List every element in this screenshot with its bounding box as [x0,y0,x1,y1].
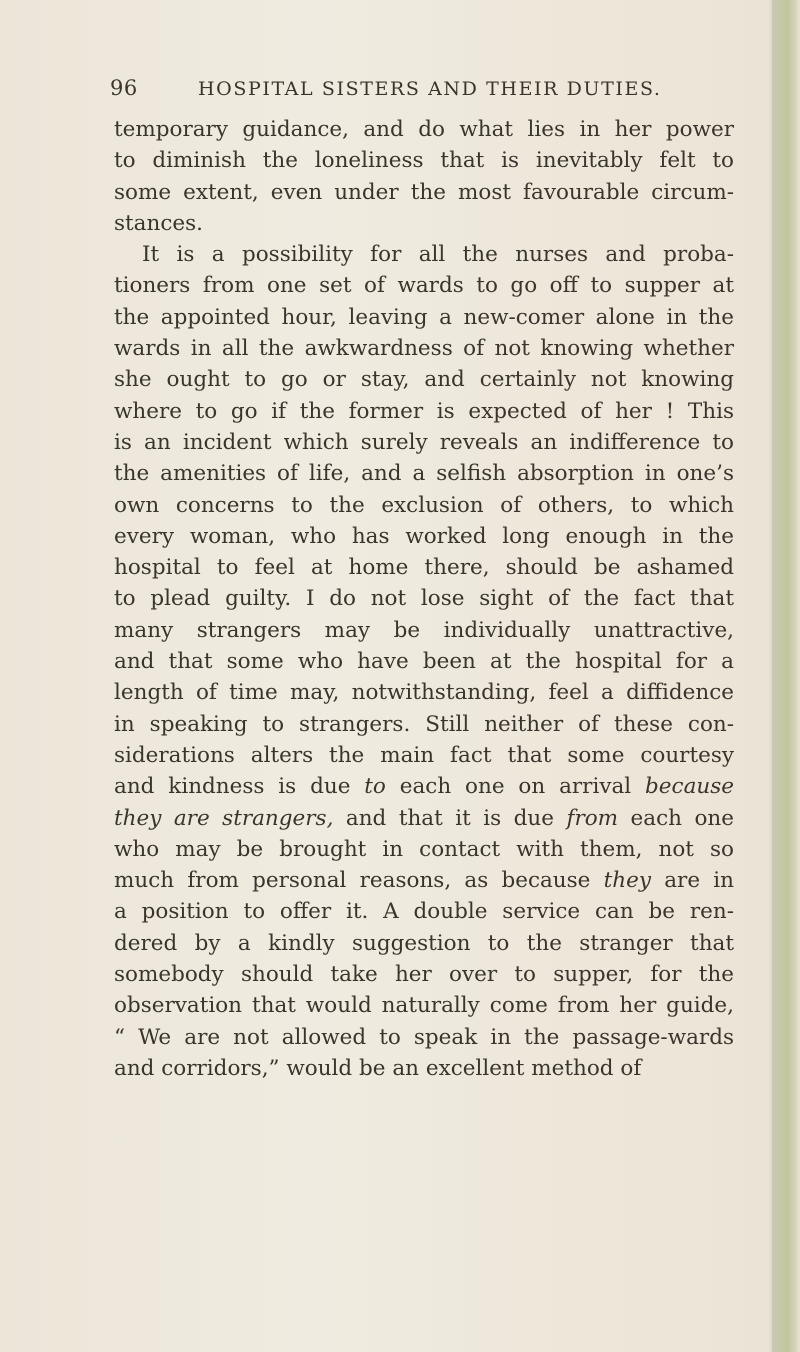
body-text [114,114,734,1084]
text-line [114,145,734,176]
text-segment: each one [618,805,734,831]
page-number: 96 [110,76,138,100]
text-segment: It is a possibility for all the nurses and proba- [142,242,734,268]
text-segment: a position to offer it. A double service can be ren- [114,899,734,925]
text-line [114,302,734,333]
text-segment: the amenities of life, and a selfish absorption in one’s [114,461,734,487]
text-segment: who may be brought in contact with them, not so [114,836,734,862]
text-line [114,333,734,364]
text-segment: where to go if the former is expected of her ! This [114,398,734,424]
text-segment: much from personal reasons, as because [114,868,604,894]
text-segment: the appointed hour, leaving a new-comer alone in the [114,304,734,330]
text-line [114,646,734,677]
text-line [114,990,734,1021]
text-line [114,615,734,646]
page-header [110,76,710,116]
text-segment: dered by a kindly suggestion to the stranger that [114,930,734,956]
text-segment: and corridors,” would be an excellent method of [114,1055,642,1081]
text-line [114,1053,734,1084]
text-line [114,803,734,834]
text-line [114,677,734,708]
text-line [114,959,734,990]
italic-text: they [603,868,651,894]
text-segment: to diminish the loneliness that is inevitably felt to [114,148,734,174]
text-segment: stances. [114,210,203,236]
text-segment: each one on arrival [385,774,646,800]
text-segment: temporary guidance, and do what lies in her power [114,117,734,142]
text-segment: every woman, who has worked long enough in the [114,523,734,549]
text-segment: siderations alters the main fact that some courtesy [114,742,734,768]
text-line [114,458,734,489]
text-line [114,364,734,395]
text-line [114,928,734,959]
running-head: HOSPITAL SISTERS AND THEIR DUTIES. [198,78,662,100]
text-line [114,834,734,865]
text-line [114,208,734,239]
text-line [114,490,734,521]
text-segment: own concerns to the exclusion of others, to which [114,492,734,518]
italic-text: because [645,774,734,800]
text-line [114,427,734,458]
text-segment: is an incident which surely reveals an indifference to [114,429,734,455]
text-line [114,583,734,614]
book-spine-edge [772,0,800,1352]
text-segment: tioners from one set of wards to go off to supper at [114,273,734,299]
text-segment: she ought to go or stay, and certainly not knowing [114,367,734,393]
text-line [114,552,734,583]
text-segment: and that it is due [333,805,567,831]
text-line [114,114,734,145]
text-segment: observation that would naturally come from her guide, [114,993,734,1019]
text-line [114,239,734,270]
text-line [114,1022,734,1053]
italic-text: from [566,805,619,831]
text-segment: length of time may, notwithstanding, feel a diffidence [114,680,734,706]
text-segment: are in [651,868,734,894]
text-segment: to plead guilty. I do not lose sight of the fact that [114,586,734,612]
text-segment: and kindness is due [114,774,365,800]
italic-text: they are strangers, [114,805,334,831]
text-segment: many strangers may be individually unattractive, [114,617,734,643]
text-line [114,270,734,301]
text-line [114,896,734,927]
text-segment: wards in all the awkwardness of not knowing whether [114,336,734,362]
text-segment: some extent, even under the most favourable circum- [114,179,734,205]
text-segment: somebody should take her over to supper, for the [114,962,734,988]
text-segment: “ We are not allowed to speak in the passage-wards [114,1024,734,1050]
text-line [114,740,734,771]
text-line [114,521,734,552]
italic-text: to [364,774,386,800]
text-line [114,396,734,427]
text-segment: hospital to feel at home there, should be ashamed [114,555,734,581]
text-line [114,177,734,208]
text-line [114,709,734,740]
text-segment: in speaking to strangers. Still neither of these con- [114,711,734,737]
text-line [114,865,734,896]
text-segment: and that some who have been at the hospital for a [114,649,734,675]
text-line [114,771,734,802]
